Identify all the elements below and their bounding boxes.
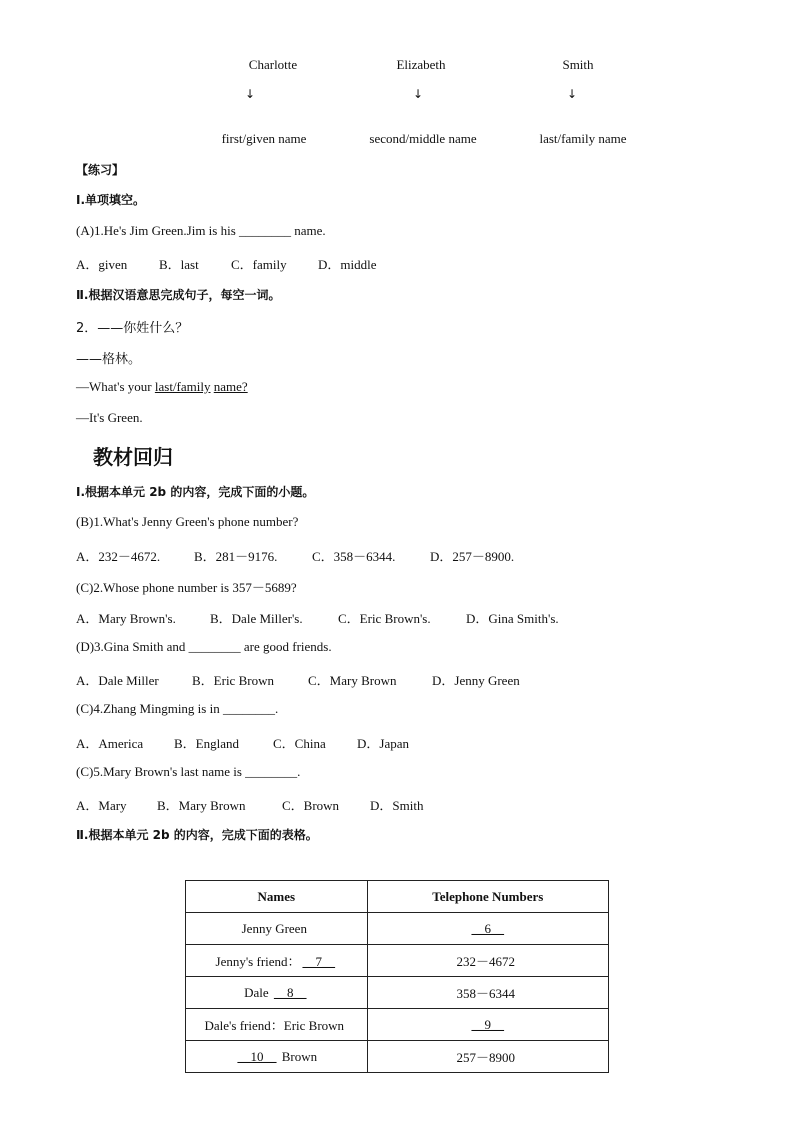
option-c: C．358－6344. xyxy=(312,549,396,564)
option-a: A．Mary xyxy=(76,798,127,813)
option-c: C．China xyxy=(273,736,326,751)
answer-blank xyxy=(344,1018,348,1033)
name-cell xyxy=(186,1009,368,1041)
name-elizabeth: Elizabeth xyxy=(396,57,446,72)
practice-q1-stem xyxy=(76,223,326,239)
review-q1-stem: (B)1.What's Jenny Green's phone number? xyxy=(76,514,299,529)
review-q4-options xyxy=(76,733,409,752)
label-last-name: last/family name xyxy=(539,131,627,146)
q1-blank: ________ xyxy=(239,223,292,238)
cell-text: Jenny Green xyxy=(241,920,307,936)
option-d: D．257－8900. xyxy=(430,549,515,564)
review-q5-stem: (C)5.Mary Brown's last name is ________. xyxy=(76,764,301,779)
q1-option-b: B．last xyxy=(159,257,199,272)
option-c: C．Brown xyxy=(282,798,340,813)
review-part2-title: Ⅱ.根据本单元 2b 的内容，完成下面的表格。 xyxy=(76,828,318,842)
q1-suffix: name. xyxy=(291,223,326,238)
option-a: A．232－4672. xyxy=(76,549,161,564)
label-first-name: first/given name xyxy=(221,131,307,146)
down-arrow-icon: ↓ xyxy=(244,87,256,101)
label-middle-name: second/middle name xyxy=(369,131,477,146)
review-q4-stem: (C)4.Zhang Mingming is in ________. xyxy=(76,701,279,716)
name-cell xyxy=(186,1041,368,1073)
cell-text: Dale xyxy=(244,984,272,1000)
review-q5-options xyxy=(76,795,423,814)
answer-blank xyxy=(307,921,311,936)
practice-header: 【练习】 xyxy=(76,163,125,177)
cell-text: Brown xyxy=(278,1048,318,1064)
table-row xyxy=(186,1009,609,1041)
practice-q2-english-1 xyxy=(76,379,248,395)
answer-blank: __10__ xyxy=(237,1048,277,1064)
review-q1-options xyxy=(76,546,514,565)
practice-q1-options xyxy=(76,254,377,273)
option-b: B．Eric Brown xyxy=(192,673,274,688)
practice-q2-english-2: —It's Green. xyxy=(76,410,143,425)
phone-cell xyxy=(367,1041,608,1073)
q1-option-c: C．family xyxy=(231,257,287,272)
option-d: D．Smith xyxy=(370,798,424,813)
option-b: B．281－9176. xyxy=(194,549,278,564)
name-smith: Smith xyxy=(562,57,594,72)
answer-blank: __9__ xyxy=(471,1016,505,1032)
answer-blank: __7__ xyxy=(302,954,336,969)
down-arrow-icon: ↓ xyxy=(412,87,424,101)
option-b: B．England xyxy=(174,736,239,751)
answer-blank xyxy=(515,986,519,1001)
review-q2-stem: (C)2.Whose phone number is 357－5689? xyxy=(76,580,297,595)
q1-prefix: (A)1.He's Jim Green.Jim is his xyxy=(76,223,240,238)
phone-cell xyxy=(367,977,608,1009)
cell-text: Dale's friend：Eric Brown xyxy=(204,1018,345,1033)
answer-blank xyxy=(515,954,519,969)
phone-cell xyxy=(367,945,608,977)
option-c: C．Eric Brown's. xyxy=(338,611,431,626)
review-q3-options xyxy=(76,670,520,689)
cell-text: 257－8900 xyxy=(456,1050,516,1065)
answer-blank: __8__ xyxy=(273,984,307,1000)
cell-text: 232－4672 xyxy=(456,954,516,969)
q2-prefix: —What's your xyxy=(76,379,155,394)
option-b: B．Dale Miller's. xyxy=(210,611,303,626)
name-charlotte: Charlotte xyxy=(248,57,298,72)
section-heading: 教材回归 xyxy=(93,445,173,469)
q1-option-d: D．middle xyxy=(318,257,377,272)
phone-number-table xyxy=(185,880,609,1073)
phone-cell xyxy=(367,913,608,945)
option-a: A．Mary Brown's. xyxy=(76,611,176,626)
q1-option-a: A．given xyxy=(76,257,128,272)
table-header-row xyxy=(186,881,609,913)
column-header-phones: Telephone Numbers xyxy=(367,881,608,913)
cell-text: Jenny's friend： xyxy=(215,954,301,969)
option-b: B．Mary Brown xyxy=(157,798,246,813)
name-cell xyxy=(186,945,368,977)
option-c: C．Mary Brown xyxy=(308,673,397,688)
column-header-names: Names xyxy=(186,881,368,913)
option-d: D．Gina Smith's. xyxy=(466,611,559,626)
review-part1-title: Ⅰ.根据本单元 2b 的内容，完成下面的小题。 xyxy=(76,485,315,499)
table-row xyxy=(186,1041,609,1073)
option-a: A．America xyxy=(76,736,144,751)
practice-q2-chinese-1: 2．——你姓什么？ xyxy=(76,321,189,336)
answer-blank: __6__ xyxy=(471,920,505,936)
option-d: D．Japan xyxy=(357,736,409,751)
table-row xyxy=(186,913,609,945)
practice-q2-chinese-2: ——格林。 xyxy=(76,352,142,367)
option-a: A．Dale Miller xyxy=(76,673,159,688)
practice-part1-title: Ⅰ.单项填空。 xyxy=(76,193,146,207)
down-arrow-icon: ↓ xyxy=(566,87,578,101)
practice-part2-title: Ⅱ.根据汉语意思完成句子，每空一词。 xyxy=(76,288,281,302)
answer-blank xyxy=(515,1050,519,1065)
q2-answer-1: last/family xyxy=(154,379,211,394)
phone-cell xyxy=(367,1009,608,1041)
review-q3-stem: (D)3.Gina Smith and ________ are good friends. xyxy=(76,639,332,654)
table-row xyxy=(186,945,609,977)
review-q2-options xyxy=(76,608,559,627)
name-cell xyxy=(186,913,368,945)
name-cell xyxy=(186,977,368,1009)
table-row xyxy=(186,977,609,1009)
q2-answer-2: name? xyxy=(213,379,248,394)
option-d: D．Jenny Green xyxy=(432,673,520,688)
cell-text: 358－6344 xyxy=(456,986,516,1001)
